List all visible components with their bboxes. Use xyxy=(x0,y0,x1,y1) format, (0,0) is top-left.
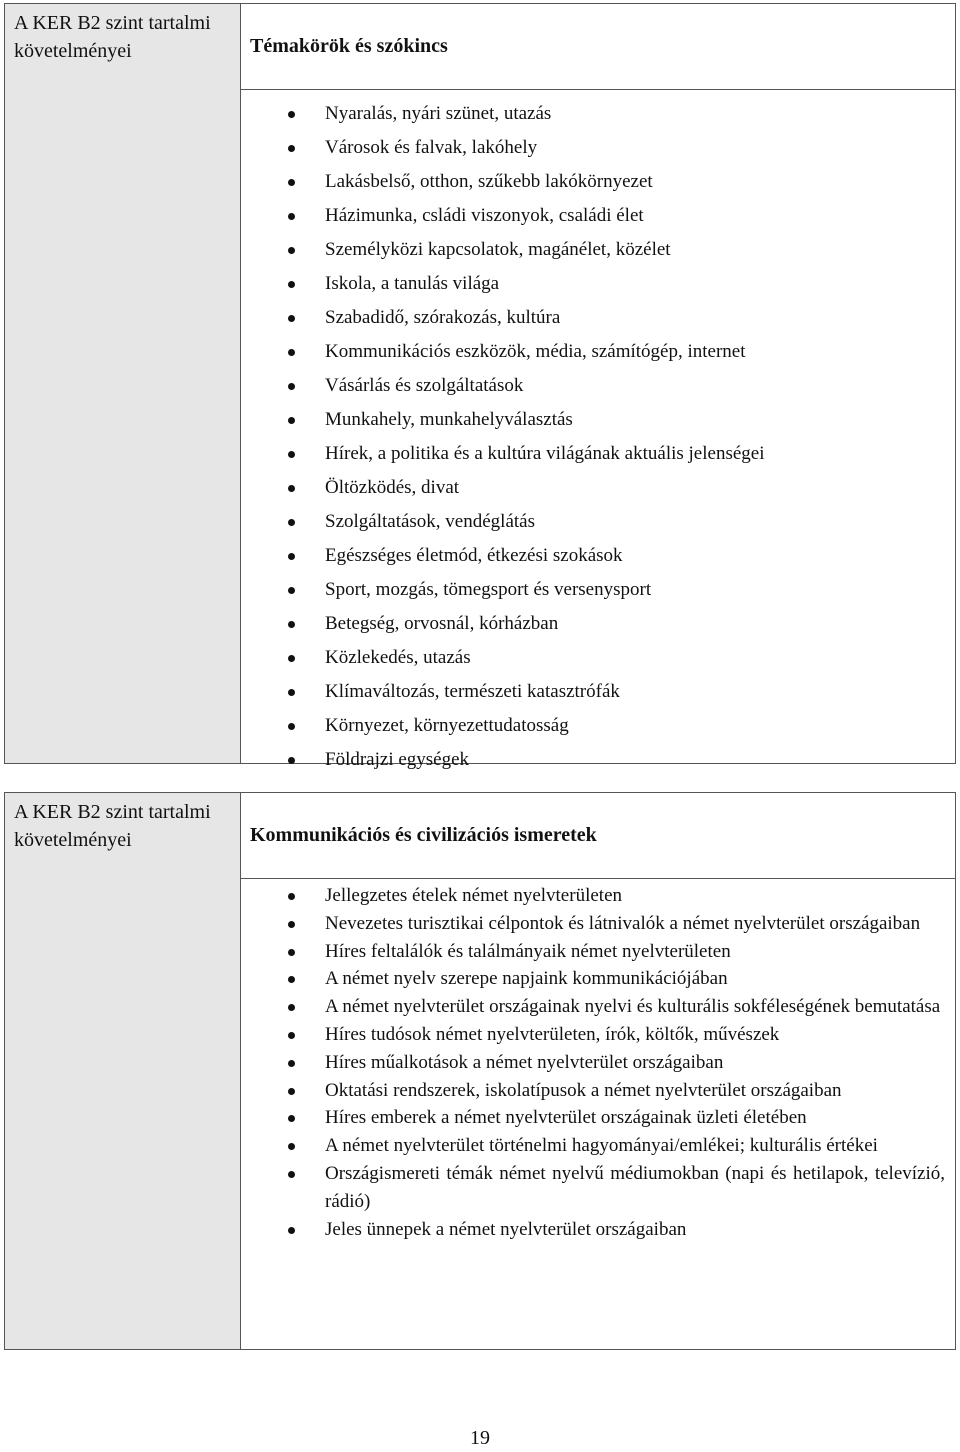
topics-list xyxy=(241,97,955,777)
bullet-icon xyxy=(288,485,295,492)
list-item-text: Jeles ünnepek a német nyelvterület országaiban xyxy=(325,1218,687,1240)
list-item-text: Hírek, a politika és a kultúra világának aktuális jelenségei xyxy=(325,443,765,464)
list-item xyxy=(241,938,955,966)
bullet-icon xyxy=(288,921,295,928)
list-item xyxy=(241,1104,955,1132)
bullet-icon xyxy=(288,1004,295,1011)
list-item xyxy=(241,539,955,573)
list-item xyxy=(241,607,955,641)
bullet-icon xyxy=(288,587,295,594)
list-item xyxy=(241,993,955,1021)
list-item xyxy=(241,505,955,539)
list-item xyxy=(241,675,955,709)
bullet-icon xyxy=(288,111,295,118)
list-item xyxy=(241,437,955,471)
list-item xyxy=(241,233,955,267)
list-item-text: Vásárlás és szolgáltatások xyxy=(325,375,524,396)
list-item-text: Híres műalkotások a német nyelvterület országaiban xyxy=(325,1051,724,1073)
list-item-text: Szabadidő, szórakozás, kultúra xyxy=(325,307,561,328)
list-item xyxy=(241,335,955,369)
list-item-text: A német nyelvterület országainak nyelvi és kulturális sokféleségének bemutatása xyxy=(325,996,941,1018)
bullet-icon xyxy=(288,281,295,288)
list-item-text: Országismereti témák német nyelvű médiumokban (napi és hetilapok, televízió, rádió) xyxy=(325,1162,945,1212)
bullet-icon xyxy=(288,1143,295,1150)
list-item-text: Kommunikációs eszközök, média, számítógép, internet xyxy=(325,341,746,362)
bullet-icon xyxy=(288,1032,295,1039)
civilization-list-area xyxy=(241,879,955,1349)
requirements-column xyxy=(5,4,241,763)
bullet-icon xyxy=(288,949,295,956)
list-item xyxy=(241,910,955,938)
list-item xyxy=(241,743,955,777)
bullet-icon xyxy=(288,179,295,186)
list-item-text: Öltözködés, divat xyxy=(325,477,460,498)
bullet-icon xyxy=(288,213,295,220)
list-item-text: Városok és falvak, lakóhely xyxy=(325,137,538,158)
bullet-icon xyxy=(288,383,295,390)
list-item-text: Nevezetes turisztikai célpontok és látnivalók a német nyelvterület országaiban xyxy=(325,912,921,934)
bullet-icon xyxy=(288,976,295,983)
list-item xyxy=(241,301,955,335)
civilization-list xyxy=(241,882,955,1243)
list-item xyxy=(241,641,955,675)
list-item-text: Egészséges életmód, étkezési szokások xyxy=(325,545,623,566)
list-item-text: Híres emberek a német nyelvterület országainak üzleti életében xyxy=(325,1107,807,1129)
bullet-icon xyxy=(288,451,295,458)
civilization-column xyxy=(241,793,955,1349)
bullet-icon xyxy=(288,893,295,900)
topics-column xyxy=(241,4,955,770)
list-item-text: Közlekedés, utazás xyxy=(325,647,471,668)
requirements-column xyxy=(5,793,241,1349)
bullet-icon xyxy=(288,247,295,254)
list-item xyxy=(241,1132,955,1160)
list-item xyxy=(241,882,955,910)
list-item-text: Környezet, környezettudatosság xyxy=(325,715,569,736)
list-item xyxy=(241,267,955,301)
bullet-icon xyxy=(288,1227,295,1234)
bullet-icon xyxy=(288,1060,295,1067)
section-title: Kommunikációs és civilizációs ismeretek xyxy=(241,793,955,879)
list-item-text: Munkahely, munkahelyválasztás xyxy=(325,409,573,430)
bullet-icon xyxy=(288,417,295,424)
bullet-icon xyxy=(288,1171,295,1178)
bullet-icon xyxy=(288,553,295,560)
bullet-icon xyxy=(288,723,295,730)
list-item-text: Lakásbelső, otthon, szűkebb lakókörnyezet xyxy=(325,171,653,192)
list-item-text: Oktatási rendszerek, iskolatípusok a német nyelvterület országaiban xyxy=(325,1079,842,1101)
list-item xyxy=(241,369,955,403)
list-item xyxy=(241,1021,955,1049)
bullet-icon xyxy=(288,349,295,356)
list-item-text: Jellegzetes ételek német nyelvterületen xyxy=(325,885,622,906)
section-title: Témakörök és szókincs xyxy=(241,4,955,90)
bullet-icon xyxy=(288,655,295,662)
list-item xyxy=(241,1077,955,1105)
list-item-text: Híres feltalálók és találmányaik német nyelvterületen xyxy=(325,940,731,962)
list-item-text: A német nyelv szerepe napjaink kommunikációjában xyxy=(325,968,728,990)
civilization-table xyxy=(4,792,956,1350)
bullet-icon xyxy=(288,757,295,764)
list-item-text: Nyaralás, nyári szünet, utazás xyxy=(325,103,552,124)
list-item xyxy=(241,1049,955,1077)
list-item-text: Betegség, orvosnál, kórházban xyxy=(325,613,559,634)
list-item-text: Személyközi kapcsolatok, magánélet, közélet xyxy=(325,239,671,260)
list-item-text: Szolgáltatások, vendéglátás xyxy=(325,511,535,532)
list-item-text: Házimunka, csládi viszonyok, családi élet xyxy=(325,205,644,226)
list-item xyxy=(241,403,955,437)
bullet-icon xyxy=(288,315,295,322)
list-item xyxy=(241,709,955,743)
bullet-icon xyxy=(288,145,295,152)
bullet-icon xyxy=(288,1088,295,1095)
list-item xyxy=(241,471,955,505)
page-number: 19 xyxy=(470,1427,490,1449)
list-item-text: Sport, mozgás, tömegsport és versenysport xyxy=(325,579,652,600)
bullet-icon xyxy=(288,621,295,628)
list-item-text: Iskola, a tanulás világa xyxy=(325,273,500,294)
topics-list-area xyxy=(241,90,955,770)
requirements-header: A KER B2 szint tartalmi követelményei xyxy=(14,12,211,62)
bullet-icon xyxy=(288,519,295,526)
list-item-text: Klímaváltozás, természeti katasztrófák xyxy=(325,681,620,702)
list-item xyxy=(241,573,955,607)
list-item-text: A német nyelvterület történelmi hagyományai/emlékei; kulturális értékei xyxy=(325,1135,878,1157)
bullet-icon xyxy=(288,1115,295,1122)
list-item-text: Földrajzi egységek xyxy=(325,749,470,770)
list-item xyxy=(241,1160,955,1216)
topics-table xyxy=(4,3,956,770)
list-item xyxy=(241,965,955,993)
list-item-text: Híres tudósok német nyelvterületen, írók, költők, művészek xyxy=(325,1023,780,1045)
list-item xyxy=(241,131,955,165)
list-item xyxy=(241,97,955,131)
requirements-header: A KER B2 szint tartalmi követelményei xyxy=(14,801,211,851)
list-item xyxy=(241,1216,955,1244)
list-item xyxy=(241,199,955,233)
list-item xyxy=(241,165,955,199)
bullet-icon xyxy=(288,689,295,696)
